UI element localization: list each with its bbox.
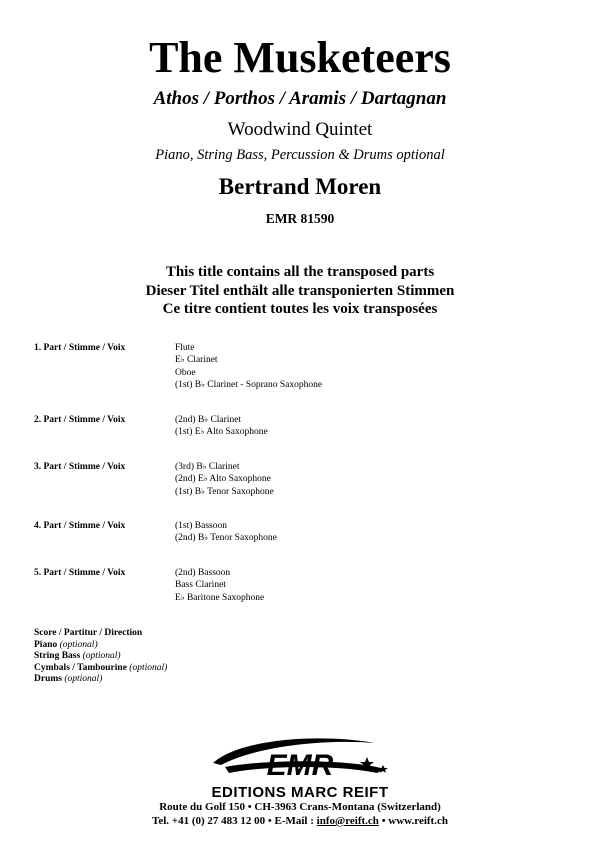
catalog-code: EMR 81590 bbox=[265, 211, 335, 226]
transposed-parts-notice bbox=[0, 263, 600, 319]
score-item: Cymbals / Tambourine (optional) bbox=[34, 662, 168, 673]
score-item: Drums (optional) bbox=[34, 674, 103, 685]
part-instruments bbox=[175, 567, 264, 609]
part-instruments bbox=[175, 342, 322, 414]
instrument: Flute bbox=[175, 343, 195, 353]
genre: Woodwind Quintet bbox=[227, 119, 373, 140]
part-label: 4. Part / Stimme / Voix bbox=[34, 521, 126, 531]
part-instruments bbox=[175, 520, 277, 567]
part-label: 5. Part / Stimme / Voix bbox=[34, 568, 126, 578]
notice-line: Dieser Titel enthält alle transponierten Stimmen bbox=[145, 282, 455, 299]
instrument: (1st) E♭ Alto Saxophone bbox=[175, 427, 268, 438]
score-item: String Bass (optional) bbox=[34, 651, 121, 662]
part-row bbox=[34, 414, 574, 461]
instrument: (2nd) B♭ Tenor Saxophone bbox=[175, 533, 277, 544]
page-title: The Musketeers bbox=[149, 33, 451, 82]
part-label: 3. Part / Stimme / Voix bbox=[34, 462, 126, 472]
part-row bbox=[34, 520, 574, 567]
instrument: E♭ Clarinet bbox=[175, 355, 218, 366]
instrument: E♭ Baritone Saxophone bbox=[175, 592, 265, 603]
publisher-name: EDITIONS MARC REIFT bbox=[211, 784, 389, 801]
instrument: (1st) B♭ Clarinet - Soprano Saxophone bbox=[175, 379, 323, 390]
score-item: Score / Partitur / Direction bbox=[34, 628, 143, 638]
instrument: Bass Clarinet bbox=[175, 580, 226, 591]
notice-line: This title contains all the transposed parts bbox=[165, 264, 435, 280]
contact-line: Tel. +41 (0) 27 483 12 00 • E-Mail : info@reift.ch • www.reift.ch bbox=[152, 815, 448, 827]
part-row bbox=[34, 342, 574, 414]
instrument: (2nd) Bassoon bbox=[175, 568, 231, 578]
parts-list bbox=[34, 342, 574, 609]
part-label: 2. Part / Stimme / Voix bbox=[34, 415, 126, 425]
subtitle: Athos / Porthos / Aramis / Dartagnan bbox=[153, 88, 447, 109]
part-label: 1. Part / Stimme / Voix bbox=[34, 343, 126, 353]
part-row bbox=[34, 461, 574, 520]
instrument: (3rd) B♭ Clarinet bbox=[175, 462, 240, 472]
instrument: (2nd) E♭ Alto Saxophone bbox=[175, 474, 271, 485]
part-instruments bbox=[175, 414, 268, 461]
instrument: (1st) B♭ Tenor Saxophone bbox=[175, 486, 274, 497]
score-item: Piano (optional) bbox=[34, 639, 98, 650]
instrument: (1st) Bassoon bbox=[175, 521, 227, 531]
logo-text: EMR bbox=[266, 749, 334, 782]
notice-line: Ce titre contient toutes les voix transposées bbox=[162, 301, 438, 317]
email-link[interactable]: info@reift.ch bbox=[316, 815, 379, 827]
instrument: Oboe bbox=[175, 367, 196, 378]
optional-instruments-note: Piano, String Bass, Percussion & Drums optional bbox=[155, 147, 445, 163]
emr-logo bbox=[199, 733, 401, 805]
score-and-optional-parts bbox=[34, 628, 167, 686]
instrument: (2nd) B♭ Clarinet bbox=[175, 415, 242, 425]
composer: Bertrand Moren bbox=[218, 174, 382, 199]
part-instruments bbox=[175, 461, 274, 520]
address-line: Route du Golf 150 • CH-3963 Crans-Montana (Switzerland) bbox=[159, 801, 441, 813]
publisher-address bbox=[0, 800, 600, 828]
part-row bbox=[34, 567, 574, 609]
